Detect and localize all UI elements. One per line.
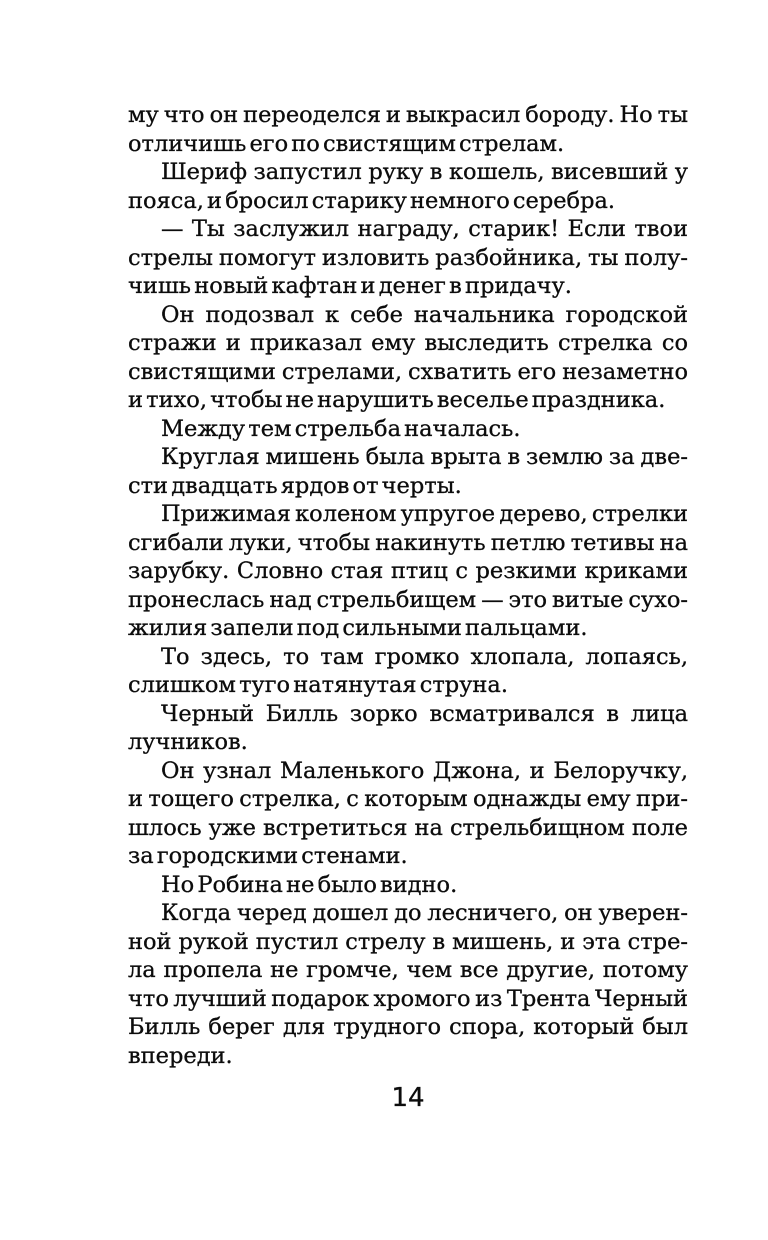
text-line: жилия запели под сильными пальцами.: [128, 615, 588, 641]
text-line: Он узнал Маленького Джона, и Белоручку,: [161, 757, 688, 784]
text-line: ла пропела не громче, чем все другие, потому: [128, 957, 688, 983]
text-line: пояса, и бросил старику немного серебра.: [128, 187, 616, 214]
text-line: зарубку. Словно стая птиц с резкими криками: [128, 558, 688, 584]
body-text: [128, 101, 688, 1070]
text-line: стражи и приказал ему выследить стрелка со: [128, 330, 688, 356]
text-line: слишком туго натянутая струна.: [128, 672, 508, 698]
text-line: Но Робина не было видно.: [161, 871, 458, 898]
text-line: Билль берег для трудного спора, который был: [128, 1014, 688, 1040]
text-line: и тихо, чтобы не нарушить веселье праздника.: [128, 387, 666, 413]
text-line: пронеслась над стрельбищем — это витые сухо-: [128, 586, 688, 613]
text-line: что лучший подарок хромого из Трента Черный: [128, 985, 688, 1012]
text-line: Он подозвал к себе начальника городской: [161, 301, 688, 328]
text-line: Между тем стрельба началась.: [161, 415, 521, 442]
text-line: Круглая мишень была врыта в землю за две-: [161, 444, 688, 470]
text-line: шлось уже встретиться на стрельбищном поле: [128, 814, 688, 841]
text-line: Прижимая коленом упругое дерево, стрелки: [161, 501, 688, 527]
text-line: Черный Билль зорко всматривался в лица: [161, 700, 688, 727]
text-line: Когда черед дошел до лесничего, он уверен-: [161, 900, 688, 926]
text-line: То здесь, то там громко хлопала, лопаясь,: [161, 643, 688, 670]
text-line: лучников.: [128, 729, 248, 755]
text-line: свистящими стрелами, схватить его незаметно: [128, 358, 688, 385]
text-line: и тощего стрелка, с которым однажды ему при-: [128, 786, 688, 812]
text-line: за городскими стенами.: [128, 843, 408, 869]
text-line: стрелы помогут изловить разбойника, ты полу-: [128, 244, 688, 271]
text-line: Шериф запустил руку в кошель, висевший у: [161, 159, 688, 185]
text-line: отличишь его по свистящим стрелам.: [128, 130, 565, 157]
text-line: ной рукой пустил стрелу в мишень, и эта стре-: [128, 928, 688, 955]
text-line: чишь новый кафтан и денег в придачу.: [128, 273, 572, 299]
text-line: впереди.: [128, 1042, 233, 1069]
text-line: сгибали луки, чтобы накинуть петлю тетивы на: [128, 529, 688, 556]
text-line: — Ты заслужил награду, старик! Если твои: [161, 216, 688, 242]
text-line: му что он переоделся и выкрасил бороду. Но ты: [128, 102, 688, 128]
text-line: сти двадцать ярдов от черты.: [128, 472, 462, 499]
page-number: 14: [391, 1083, 425, 1113]
